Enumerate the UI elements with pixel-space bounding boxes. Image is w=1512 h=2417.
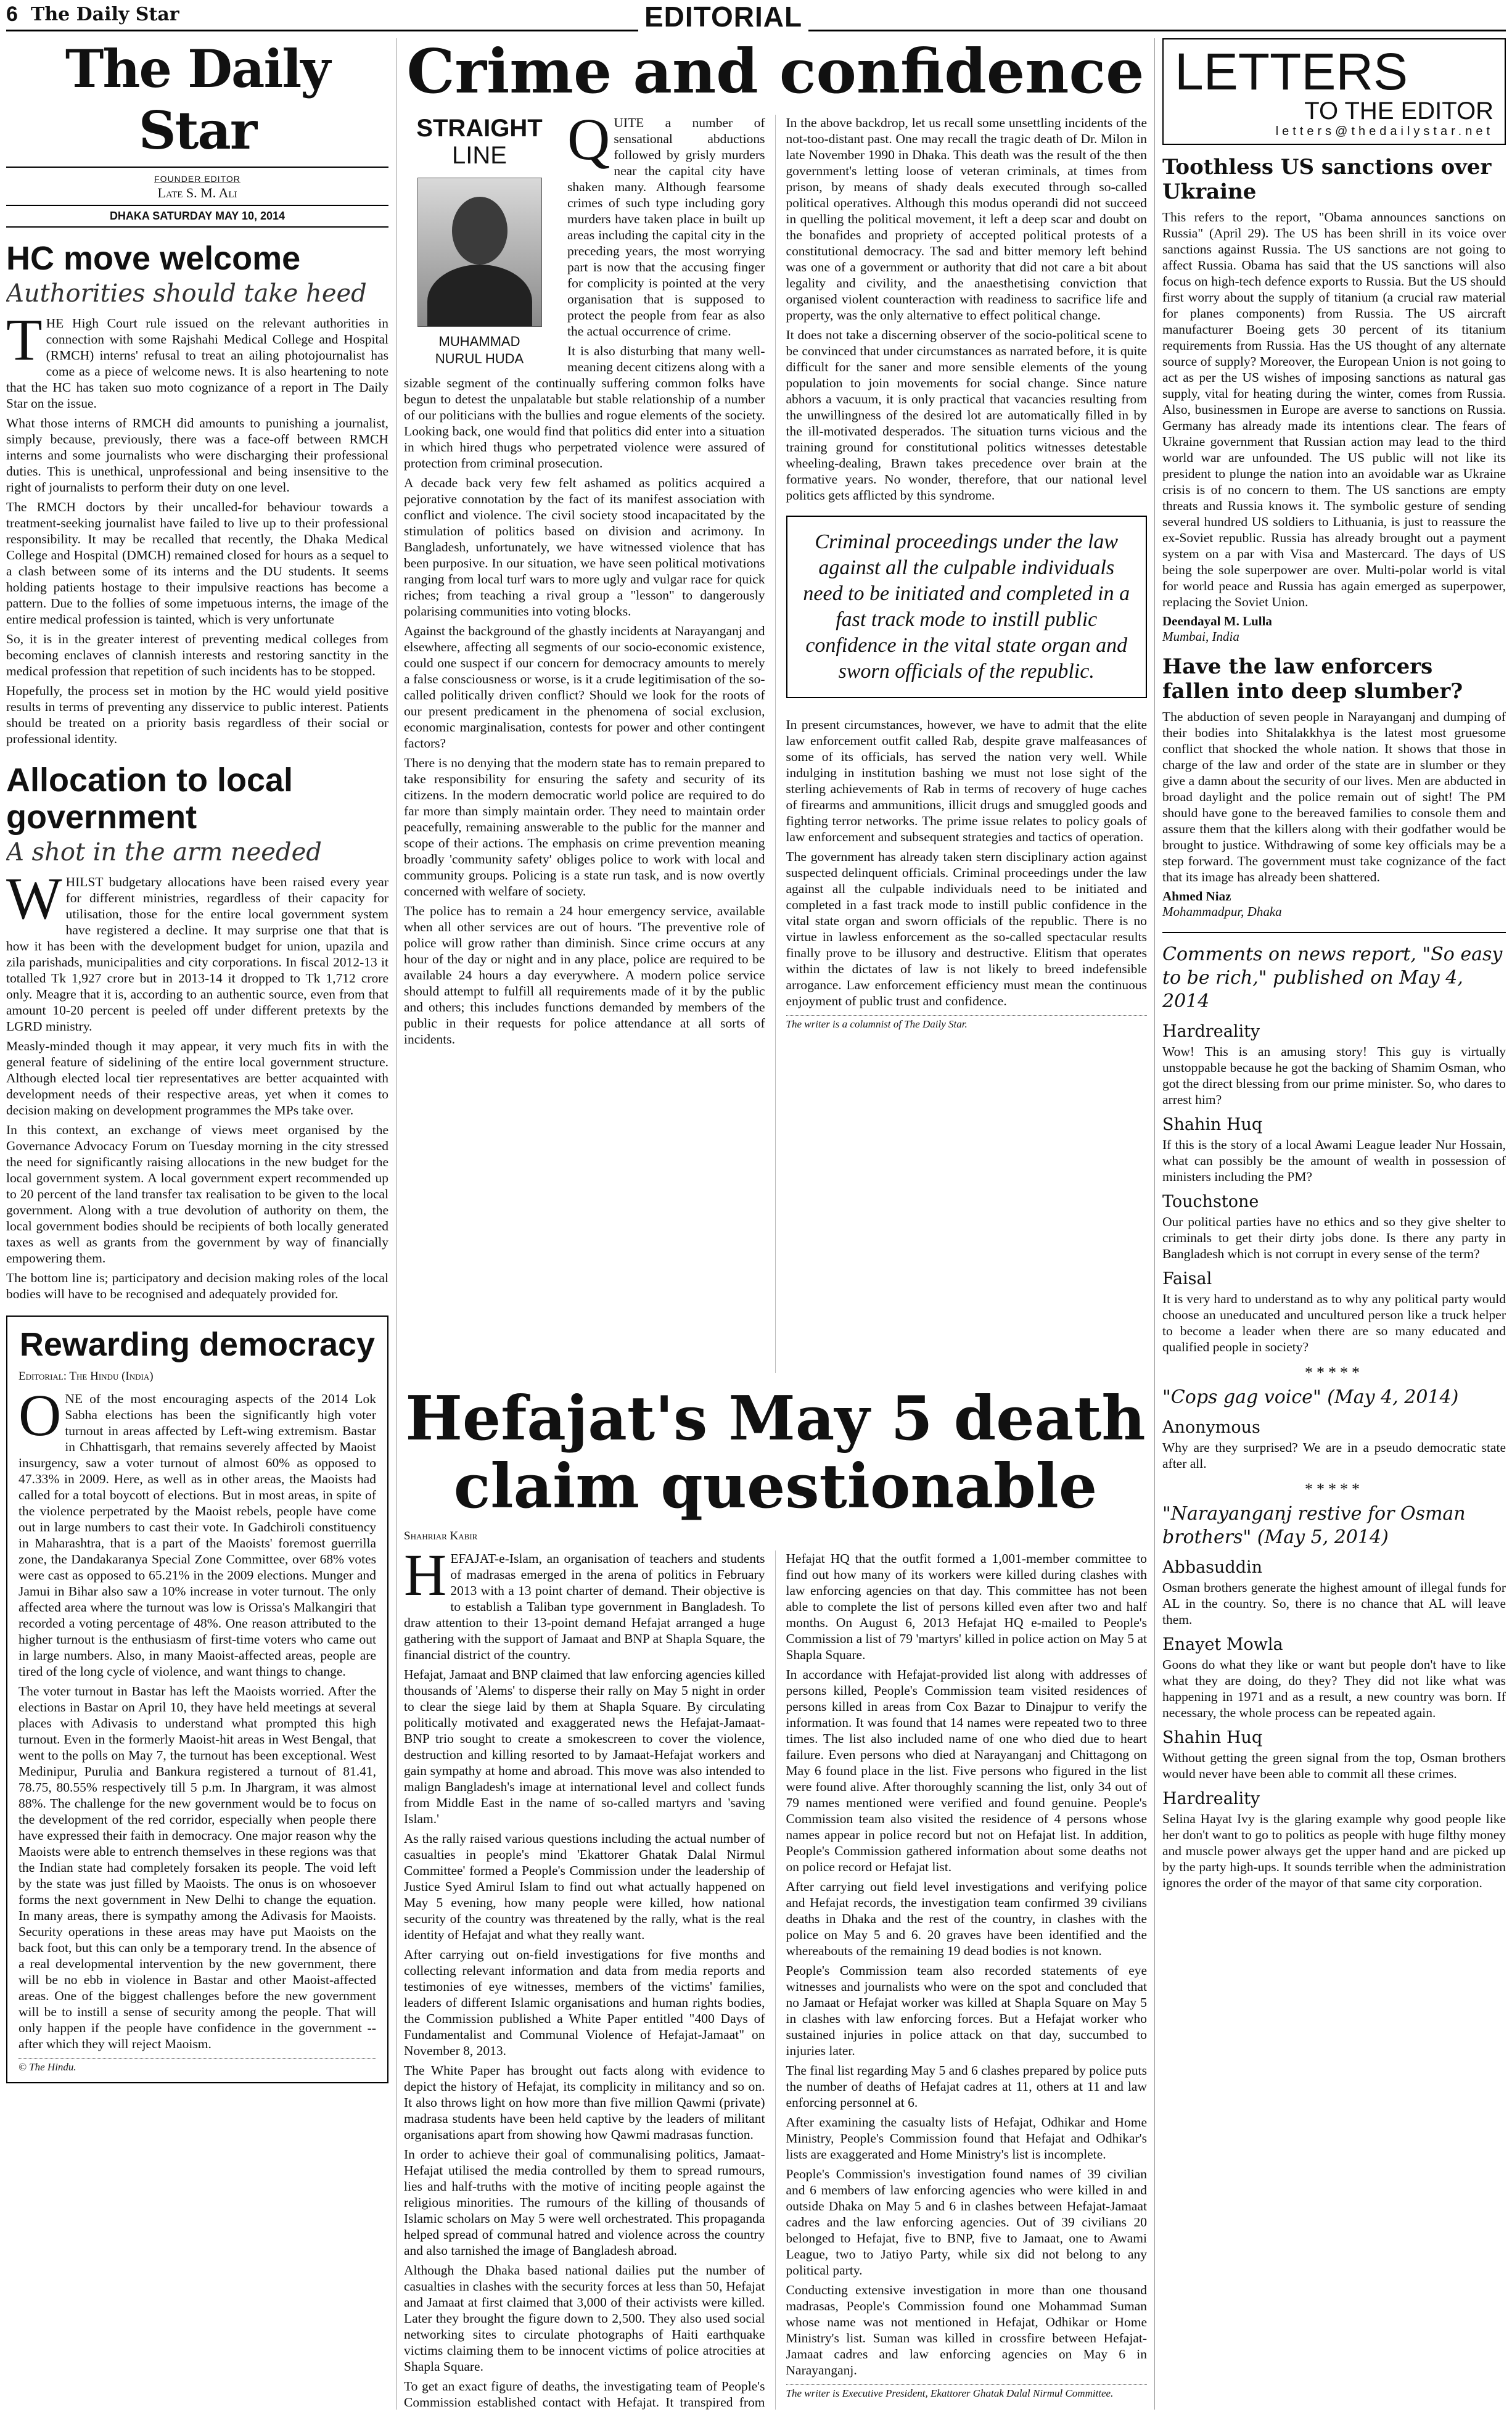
paragraph: As the rally raised various questions including the actual number of casualties in people's mind 'Ekattorer Ghatak Dalal Nirmul Committee' formed a People's Commission under the leadership of Justice Syed Amirul Islam to find out what actually happened on May 5 evening, how many people were killed, how national security of the country was threatened by the rally, what is the real identity of Hefajat and what they really want. bbox=[404, 1831, 765, 1942]
comment-author: Anonymous bbox=[1162, 1418, 1260, 1437]
editorial-2-headline: Allocation to local government bbox=[6, 762, 294, 836]
founder-editor-name: Late S. M. Ali bbox=[157, 185, 237, 200]
paragraph: QUITE a number of sensational abductions followed by grisly murders near the capital city have shaken many. Although fearsome crimes of such type including gory murders have taken place in built up areas including the capital city in the preceding years, the most worrying part is now that the accusing finger for complicity is pointed at the very organisation that is supposed to protect the people from fear as also the actual occurrence of crime. bbox=[567, 115, 765, 339]
comment-author: Hardreality bbox=[1162, 1789, 1260, 1808]
paragraph: So, it is in the greater interest of preventing medical colleges from becoming enclaves of clannish interests and restoring sanctity in the medical profession that repetition of such incidents has to be stopped. bbox=[6, 632, 388, 678]
comment-group-title: "Cops gag voice" (May 4, 2014) bbox=[1162, 1386, 1459, 1408]
letter-item bbox=[1162, 155, 1506, 644]
rewarding-democracy-box bbox=[6, 1316, 388, 2083]
comment-text: Osman brothers generate the highest amount of illegal funds for AL in the country. So, there is no chance that AL will leave them. bbox=[1162, 1580, 1506, 1627]
paragraph: Hopefully, the process set in motion by the HC would yield positive results in terms of preventing any disservice to public interest. Patients should be treated on a priority basis regardless of their social or professional identity. bbox=[6, 683, 388, 746]
comments-section bbox=[1162, 932, 1506, 1891]
crime-headline: Crime and confidence bbox=[406, 38, 1144, 107]
letter-item bbox=[1162, 654, 1506, 920]
crime-credit: The writer is a columnist of The Daily Star. bbox=[786, 1015, 1148, 1031]
comment-group-title: Comments on news report, "So easy to be rich," published on May 4, 2014 bbox=[1162, 944, 1503, 1012]
crime-article bbox=[404, 115, 1147, 1373]
page-number: 6 bbox=[6, 2, 18, 26]
founder-editor-label: FOUNDER EDITOR bbox=[154, 174, 240, 184]
editorial-2-body bbox=[6, 865, 388, 1302]
letter-location: Mumbai, India bbox=[1162, 629, 1239, 644]
letters-subtitle: TO THE EDITOR bbox=[1304, 97, 1494, 125]
paragraph: The final list regarding May 5 and 6 clashes prepared by police puts the number of deaths of Hefajat cadres at 11, others at 11 and law enforcing personnel at 6. bbox=[786, 2063, 1147, 2110]
column-name-line-1: STRAIGHT bbox=[416, 115, 543, 142]
column-divider bbox=[1154, 38, 1155, 2410]
paragraph: After carrying out on-field investigations for five months and collecting relevant information and data from media reports and testimonies of eye witnesses, members of the victims' families, leaders of different Islamic organisations and human rights bodies, the Commission published a White Paper entitled "400 Days of Fundamentalist and Communal Violence of Hefajat-Jamaat" on November 8, 2013. bbox=[404, 1947, 765, 2058]
comment-group-title: "Narayanganj restive for Osman brothers" (May 5, 2014) bbox=[1162, 1503, 1466, 1548]
paragraph: It is also disturbing that many well-meaning decent citizens along with a sizable segment of the continually suffering common folks have begun to detest the unpalatable but stable relationship of a number of our politicians with the bullies and rogue elements of the society. Looking back, one would find that politics did enter into a situation in which hired thugs who perpetrated violence were assured of protection from criminal prosecution. bbox=[404, 344, 765, 471]
left-column bbox=[6, 38, 388, 2410]
column-name-line-2: LINE bbox=[452, 142, 507, 169]
section-label: EDITORIAL bbox=[638, 0, 808, 33]
letter-headline: Toothless US sanctions over Ukraine bbox=[1162, 155, 1492, 204]
editorial-2-subhead: A shot in the arm needed bbox=[6, 838, 322, 867]
author-portrait bbox=[417, 178, 542, 327]
editorial-1-headline: HC move welcome bbox=[6, 240, 301, 277]
letter-body: This refers to the report, "Obama announces sanctions on Russia" (April 29). The US has been shrill in its voice over sanctions against Russia. The US sanctions are not going to affect Russia. Obama has said that the US sanctions will also focus on high-tech defence exports to Russia. But the US should first worry about the supply of titanium (a crucial raw material for planes components) from Russia. The US aircraft manufacturer Boeing gets 30 percent of its titanium requirements from Russia. Has the US thought of any alternate source of supply? Moreover, the European Union is not going to act as per the US wishes of imposing sanctions as natural gas supply, vital for heating during the winter, comes from Russia. Also, businessmen in Europe are averse to sanctions on Russia. Germany has already made its intentions clear. The fears of Ukraine government that Russian action may lead to the third world war are unfounded. The US public will not like its president to plunge the nation into an avoidable war as Ukraine crisis is of no concern to them. The US sanctions are empty threats and Russia knows it. The symbolic gesture of sending several hundred US soldiers to Lithuania, is just to reassure the ex-Soviet republic. Russia has already brought out a payment system on a par with Visa and Mastercard. The days of US being the sole superpower are over. Multi-polar world is vital for world peace and Russia has again emerged as superpower, replacing the Soviet Union. bbox=[1162, 210, 1506, 609]
rewarding-byline: Editorial: The Hindu (India) bbox=[18, 1370, 154, 1383]
letter-signature: Ahmed Niaz bbox=[1162, 889, 1231, 904]
comment-author: Hardreality bbox=[1162, 1022, 1260, 1041]
comment-text: Goons do what they like or want but people don't have to like what they are doing, do they? They did not like what was happening in 1971 and as a result, a new country was born. If necessary, the whole process can be repeated again. bbox=[1162, 1657, 1506, 1720]
paragraph: In order to achieve their goal of communalising politics, Jamaat-Hefajat utilised the media controlled by them to spread rumours, lies and half-truths with the motive of inciting people against the religious minorities. The rumours of the killing of thousands of Islamic scholars on May 5 were well orchestrated. This propaganda helped spread of communal hatred and violence across the country and also tarnished the image of Bangladesh abroad. bbox=[404, 2147, 765, 2258]
paragraph: The government has already taken stern disciplinary action against suspected delinquent officials. Criminal proceedings under the law against all the culpable individuals need to be initiated and completed in a fast track mode to instill public confidence in the vital state organ and sworn officials of the republic. There is no virtue in lawless enforcement as the so-called spectacular results finally prove to be illusory and destructive. Elitism that operates within the dictates of law is not likely to breed indefensible arrogance. Law enforcement efficiency must mean the continuous enjoyment of public trust and confidence. bbox=[786, 849, 1147, 1008]
comment-author: Faisal bbox=[1162, 1269, 1212, 1288]
rewarding-democracy-headline: Rewarding democracy bbox=[19, 1326, 376, 1363]
letter-body: The abduction of seven people in Narayanganj and dumping of their bodies into Shitalakkhya is the latest most gruesome conflict that shocked the whole nation. It shows that those in charge of the law and order of the state are in slumber or they give a damn about the security of our lives. Men are abducted in broad daylight and the police remain out of sight! The PM should have gone to the bereaved families to console them and assure them that the killers along with their godfather would be brought to justice. Withdrawing of some key officials may be a step forward. The government must take cognizance of the fact that its image has already been shattered. bbox=[1162, 709, 1506, 884]
editorial-1-body bbox=[6, 307, 388, 747]
paragraph: There is no denying that the modern state has to remain prepared to take responsibility for ensuring the safety and security of its citizens. In the modern democratic world police are required to do far more than simply maintain order. They need to maintain order peacefully, remaining answerable to the public for the manner and scope of their actions. The emphasis on crime prevention meaning broadly 'community safety' obliges police to work with local and community groups. Policing is a state run task, and is now overtly concerned with welfare of society. bbox=[404, 756, 765, 899]
comment-text: Selina Hayat Ivy is the glaring example why good people like her don't want to go to politics as people with huge filthy money and muscle power always get the upper hand and are picked up by the party high-ups. It sounds terrible when the administration ignores the order of the mayor of that same city corporation. bbox=[1162, 1811, 1506, 1890]
paragraph: In present circumstances, however, we have to admit that the elite law enforcement outfit called Rab, despite grave malfeasances of some of its officials, has served the nation very well. While indulging in institution bashing we must not lose sight of the sterling achievements of Rab in terms of recovery of huge caches of firearms and ammunitions, illicit drugs and smuggled goods and fighting terror networks. The prime issue relates to policy goals of law enforcement and subsequent strategies and tactics of operation. bbox=[786, 717, 1147, 844]
hefajat-headline: Hefajat's May 5 death claim questionable bbox=[405, 1383, 1146, 1522]
pull-quote: Criminal proceedings under the law against all the culpable individuals need to be initiated and completed in a fast track mode to instill public confidence in the vital state organ and sworn officials of the republic. bbox=[786, 516, 1148, 698]
paragraph: After examining the casualty lists of Hefajat, Odhikar and Home Ministry, People's Commission found that Hefajat and Odhikar's lists are exaggerated and Home Ministry's list is incomplete. bbox=[786, 2115, 1147, 2162]
paragraph: The White Paper has brought out facts along with evidence to depict the history of Hefajat, its complicity in militancy and so on. It also throws light on how more than five million Qawmi (private) madrasa students have been held captive by the leaders of militant organisations apart from showing how Qawmi madrasas function. bbox=[404, 2063, 765, 2142]
masthead-title: The Daily Star bbox=[6, 38, 388, 168]
paragraph: ONE of the most encouraging aspects of the 2014 Lok Sabha elections has been the significantly high voter turnout in areas affected by Left-wing extremism. Bastar in Chhattisgarh, that remains severely affected by Maoist insurgency, saw a voter turnout of almost 60% as opposed to 47.33% in 2009. Here, as well as in other areas, the Maoists had called for a total boycott of elections. But in most areas, in spite of the violence perpetrated by the Maoist rebels, people have come out in large numbers to cast their vote. In Gadchiroli constituency in Maharashtra, that is a part of the Maoists' foremost guerrilla zone, the Dandakaranya Special Zone Committee, over 68% votes were cast as opposed to 65.21% in the 2009 elections. Munger and Jamui in Bihar also saw a 10% increase in voter turnout. The only affected area where the turnout was low is Orissa's Malkangiri that recorded a voting percentage of 48%. One reason attributed to the higher turnout is the enthusiasm of first-time voters who came out in large numbers. Also, in many Maoist-affected areas, people are tired of the long cycle of violence, and want things to change. bbox=[18, 1382, 376, 1679]
paragraph: The voter turnout in Bastar has left the Maoists worried. After the elections in Bastar on April 10, they have held meetings at several places with Adivasis to understand what prompted this high turnout. Even in the formerly Maoist-hit areas in West Bengal, that went to the polls on May 7, the turnout has been exceptional. West Medinipur, Purulia and Bankura registered a turnout of 81.41, 78.75, 80.55% respectively till 5 p.m. In Jhargram, it was almost 88%. The challenge for the new government would be to focus on the development of the red corridor, especially when people there have expressed their faith in democracy. One major reason why the Maoists were able to entrench themselves in these regions was that the Indian state had completely forsaken its people. The void left by the state was just filled by Maoists. The onus is on whosoever forms the next government in New Delhi to change the equation. In many areas, there is sympathy among the Adivasis for Maoists. Security operations in these areas may have put Maoists on the back foot, but this can only be a temporary trend. In the absence of a real developmental intervention by the new government, there will be no ebb in violence in Bastar and other Maoist-affected areas. One of the biggest challenges before the new government will be to instill a sense of security among the people. That will only happen if the people have confidence in the government -- after which they will reject Maoism. bbox=[18, 1684, 376, 2051]
author-name-line-2: NURUL HUDA bbox=[435, 351, 524, 366]
comment-author: Shahin Huq bbox=[1162, 1115, 1263, 1134]
letter-signature: Deendayal M. Lulla bbox=[1162, 614, 1272, 628]
comment-text: Wow! This is an amusing story! This guy is virtually unstoppable because he got the backing of Shamim Osman, who got the direct blessing from our prime minister. So, who dares to arrest him? bbox=[1162, 1044, 1506, 1107]
paragraph: In the above backdrop, let us recall some unsettling incidents of the not-too-distant past. One may recall the tragic death of Dr. Milon in late November 1990 in Dhaka. This death was the result of the then government's letting loose of veteran criminals, at times from prison, by means of shady deals executed through so-called political operatives. Although this modus operandi did not succeed in quelling the political movement, it left a deep scar and doubt on the bonafides and propriety of accepted political protests of a constitutional democracy. The sad and bitter memory left behind was one of a government or authority that did not care a bit about legality and civility, and the anaesthetising conviction that organised violent counteraction with readiness to sacrifice life and property, was the only alternative to effect political change. bbox=[786, 115, 1147, 323]
paragraph: Against the background of the ghastly incidents at Narayanganj and elsewhere, affecting all segments of our socio-economic existence, could one suspect if our concern for democracy amounts to merely a false consciousness or worse, is it a crude legitimisation of the so-called politically driven conflict? Should we look for the roots of our present predicament in the phenomena of social exclusion, economic marginalisation, contests for power and other contingent factors? bbox=[404, 624, 765, 751]
paragraph: Measly-minded though it may appear, it very much fits in with the general feature of sidelining of the entire local government structure. Although elected local tier representatives are better acquainted with development needs of their respective areas, yet when it comes to decision making on development programmes the MPs take over. bbox=[6, 1039, 388, 1118]
paragraph: Conducting extensive investigation in more than one thousand madrasas, People's Commission found one Mohammad Suman whose name was not mentioned in Hefajat, Odhikar or Home Ministry's list. Suman was killed in crossfire between Hefajat-Jamaat cadres and law enforcing agencies on May 6 in Narayanganj. bbox=[786, 2283, 1147, 2378]
paragraph: It does not take a discerning observer of the socio-political scene to be convinced that under circumstances as narrated before, it is quite difficult for the saner and more sensible elements of the young population to join movements for social change. Since nature abhors a vacuum, it is only practical that vacancies resulting from the unwillingness of the desired lot are automatically filled in by the ill-motivated desperados. The situation turns vicious and the training ground for constitutional politics witnesses detestable wheeling-dealing, Brawn takes precedence over brain at the formative years. No wonder, therefore, that our national level politics gets afflicted by this syndrome. bbox=[786, 327, 1147, 503]
comment-text: Without getting the green signal from the top, Osman brothers would never have been able to commit all these crimes. bbox=[1162, 1750, 1506, 1781]
running-paper-name: The Daily Star bbox=[31, 4, 179, 25]
comment-text: It is very hard to understand as to why any political party would choose an uneducated and uncultured person like a truck helper to become a leader when there are so many educated and qualified people in society? bbox=[1162, 1291, 1506, 1354]
paragraph: The bottom line is; participatory and decision making roles of the local bodies will have to be recognised and adequately provided for. bbox=[6, 1270, 388, 1301]
paragraph: THE High Court rule issued on the relevant authorities in connection with some Rajshahi Medical College and Hospital (RMCH) interns' refusal to treat an ailing photojournalist has come as a piece of welcome news. It is also heartening to note that the HC has taken suo moto cognizance of a report in The Daily Star on the issue. bbox=[6, 307, 388, 411]
author-name-line-1: MUHAMMAD bbox=[438, 334, 520, 349]
paragraph: In accordance with Hefajat-provided list along with addresses of persons killed, People's Commission team visited residences of persons killed in areas from Cox Bazar to Dinajpur to verify the information. It was found that 14 names were repeated two to three times. The list also included name of one who died due to heart failure. Even persons who died at Narayanganj and Chittagong on May 6 found place in the list. Five persons who figured in the list were found alive. After thoroughly scanning the list, only 34 out of 79 names mentioned were verified and found genuine. People's Commission team also visited the residence of 4 persons whose names appear in police record but not on Hefajat list. In addition, People's Commission gathered information about some deaths not on police record or Hefajat list. bbox=[786, 1667, 1147, 1874]
paragraph: A decade back very few felt ashamed as politics acquired a pejorative connotation by the fact of its manifest association with conflict and violence. The civil society stood incapacitated by the stimulation of politics based on division and acrimony. In Bangladesh, unfortunately, we have witnessed violence that has been purposive. In our situation, we have seen political motivations ranging from local turf wars to more ugly and vulgar race for quick riches; from teaching a rival group a "lesson" to dangerously polarising communities into voting blocks. bbox=[404, 476, 765, 619]
hefajat-byline: Shahriar Kabir bbox=[404, 1530, 478, 1542]
paragraph: The police has to remain a 24 hour emergency service, available when all other services are out of hours. 'The preventive role of police will grow rather than diminish. Since crime occurs at any hour of the day or night and in any place, police are required to be available 24 hours a day everywhere. A modern police service should attempt to fulfill all requirements made of it by the public and others; this includes functions demanded by members of the public in their requests for police attendance at all sorts of incidents. bbox=[404, 904, 765, 1047]
page-header bbox=[6, 0, 1506, 31]
editorial-1-subhead: Authorities should take heed bbox=[6, 279, 367, 308]
paragraph: WHILST budgetary allocations have been raised every year for different ministries, regardless of their capacity for utilisation, those for the entire local government system have registered a decline. It may surprise one that that is how it has been with the development budget for union, upazila and zila parishads, municipalities and city corporations. In fiscal 2012-13 it totalled Tk 1,927 crore but in 2013-14 it dropped to Tk 1,712 crore only. Meagre that it is, according to an authentic source, even from that amount 10-20 percent is peeled off under different pretexts by the LGRD ministry. bbox=[6, 865, 388, 1034]
comment-author: Enayet Mowla bbox=[1162, 1635, 1283, 1654]
comment-author: Shahin Huq bbox=[1162, 1728, 1263, 1747]
right-column bbox=[1162, 38, 1506, 2410]
separator-stars: ***** bbox=[1305, 1364, 1363, 1381]
hefajat-article bbox=[404, 1550, 1147, 2410]
comment-text: Our political parties have no ethics and so they give shelter to criminals to get their dirty jobs done. Is there any party in Bangladesh which is not corrupt in every sense of the term? bbox=[1162, 1214, 1506, 1261]
letter-headline: Have the law enforcers fallen into deep slumber? bbox=[1162, 654, 1463, 704]
comment-text: Why are they surprised? We are in a pseudo democratic state after all. bbox=[1162, 1440, 1506, 1471]
rewarding-credit: © The Hindu. bbox=[18, 2058, 376, 2073]
column-logo bbox=[404, 115, 555, 368]
hefajat-credit: The writer is Executive President, Ekattorer Ghatak Dalal Nirmul Committee. bbox=[786, 2384, 1148, 2400]
paragraph: HEFAJAT-e-Islam, an organisation of teachers and students of madrasas emerged in the arena of politics in February 2013 with a 13 point charter of demand. Their objective is to establish a Taliban type government in Bangladesh. To draw attention to their 13-point demand Hefajat arranged a huge gathering with the support of Jamaat and BNP at Shapla Square, the financial district of the country. bbox=[404, 1550, 765, 1662]
paragraph: In this context, an exchange of views meet organised by the Governance Advocacy Forum on Tuesday morning in the city stressed the need for significantly raising allocations in the new budget for the local government system. A local government expert recommended up to 20 percent of the land transfer tax realisation to be given to the local government. Along with a true devolution of authority on them, the local government bodies should be recipients of both locally generated taxes as well as grants from the government by way of financially empowering them. bbox=[6, 1122, 388, 1266]
dateline: DHAKA SATURDAY MAY 10, 2014 bbox=[6, 205, 388, 228]
comment-author: Touchstone bbox=[1162, 1192, 1259, 1211]
paragraph: To get an exact figure of deaths, the investigating team of People's Commission established contact with Hefajat. It transpired from Hefajat HQ that the outfit formed a 1,001-member committee to find out how many of its workers were killed during clashes with law enforcing agencies on that day. This committee has not been able to complete the list of persons killed even after two and half months. On August 6, 2013 Hefajat HQ e-mailed to People's Commission a list of 79 'martyrs' killed in police action on May 5 at Shapla Square. bbox=[404, 1551, 1147, 2410]
comment-text: If this is the story of a local Awami League leader Nur Hossain, what can possibly be the amount of wealth in possession of ministers including the PM? bbox=[1162, 1137, 1506, 1184]
letters-email: letters@thedailystar.net bbox=[1275, 125, 1494, 138]
paragraph: People's Commission team also recorded statements of eye witnesses and journalists who were on the spot and concluded that no Jamaat or Hefajat worker was killed at Shapla Square on May 5 in clashes with law enforcing forces. But a Hefajat worker who sustained injuries in police attack on that day, succumbed to injuries later. bbox=[786, 1963, 1147, 2058]
letters-title: LETTERS bbox=[1175, 43, 1408, 101]
paragraph: Hefajat, Jamaat and BNP claimed that law enforcing agencies killed thousands of 'Alems' to disperse their rally on May 5 night in order to clear the siege laid by them at Shapla Square. By circulating politically motivated and exaggerated news the Hefajat-Jamaat-BNP trio sought to create a smokescreen to cover the violence, destruction and killing resorted to by Jamaat-Hefajat workers and gain sympathy at home and abroad. This move was also intended to malign Bangladesh's image at international level and collect funds from Middle East in the name of so-called martyrs and 'saving Islam.' bbox=[404, 1667, 765, 1826]
paragraph: People's Commission's investigation found names of 39 civilian and 6 members of law enforcing agencies who were killed in and outside Dhaka on May 5 and 6 in clashes between Hefajat-Jamaat cadres and the law enforcing agencies. Out of 39 civilians 20 belonged to Hefajat, five to BNP, five to Jamaat, one to Awami League, two to Jatiyo Party, while six did not belong to any political party. bbox=[786, 2167, 1147, 2278]
letter-location: Mohammadpur, Dhaka bbox=[1162, 904, 1282, 919]
comment-author: Abbasuddin bbox=[1162, 1558, 1262, 1577]
middle-column bbox=[404, 38, 1147, 2410]
paragraph: What those interns of RMCH did amounts to punishing a journalist, simply because, previously, there was a face-off between RMCH interns and some journalists who were discharging their professional duties. This is unethical, unprofessional and being insensitive to the right of journalists to perform their duty on one level. bbox=[6, 416, 388, 495]
paragraph: After carrying out field level investigations and verifying police and Hefajat records, the investigation team confirmed 39 civilians deaths in Dhaka and the rest of the country, in clashes with the police on May 5 and 6. 20 graves have been identified and the whereabouts of the remaining 19 dead bodies is not known. bbox=[786, 1879, 1147, 1958]
letters-header bbox=[1162, 38, 1506, 145]
paragraph: The RMCH doctors by their uncalled-for behaviour towards a treatment-seeking journalist have failed to live up to their professional responsibility. It may be recalled that recently, the Dhaka Medical College and Hospital (DMCH) remained closed for hours as a sequel to a clash between some of its interns and the DU students. It seems holding patients hostage to their impulsive reactions has become a pattern. Due to the follies of some impetuous interns, the image of the entire medical profession is tainted, which is very unfortunate bbox=[6, 500, 388, 627]
paragraph: Although the Dhaka based national dailies put the number of casualties in clashes with the security forces at less than 50, Hefajat and Jamaat at first claimed that 3,000 of their activists were killed. Later they brought the figure down to 2,500. They also used social networking sites to circulate photographs of Haiti earthquake victims claiming them to be innocent victims of police atrocities at Shapla Square. bbox=[404, 2263, 765, 2374]
separator-stars: ***** bbox=[1305, 1480, 1363, 1498]
